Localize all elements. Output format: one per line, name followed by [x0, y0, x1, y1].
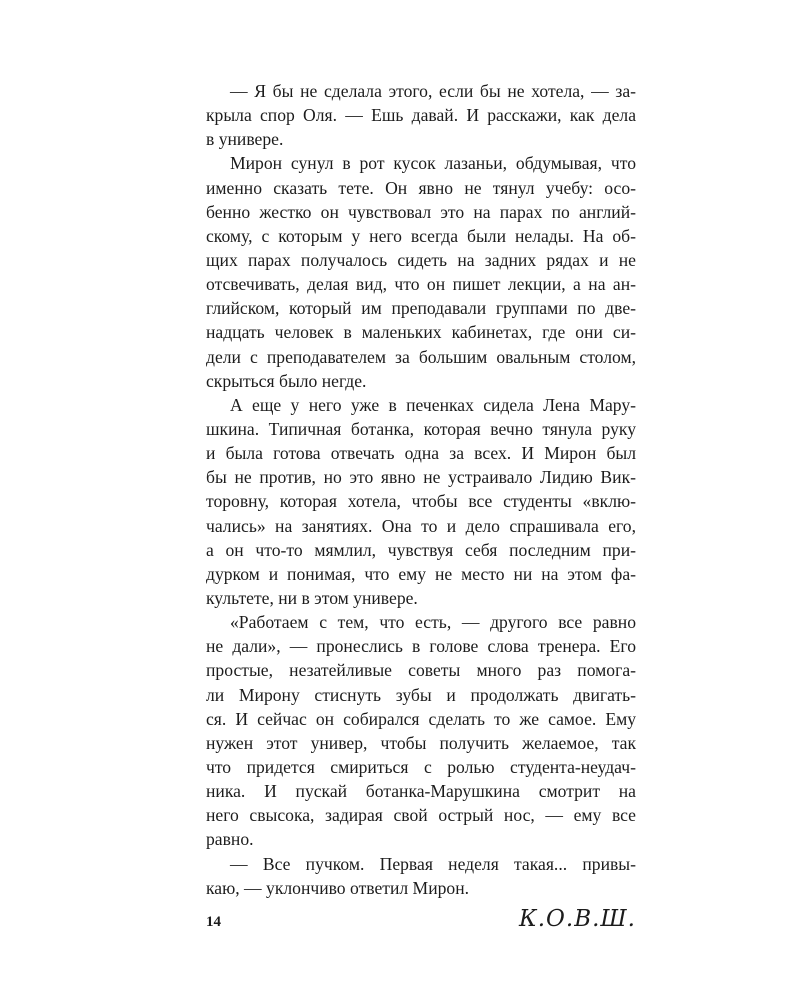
text-line: именно сказать тете. Он явно не тянул учебу: осо-: [206, 177, 636, 198]
text-line: крыла спор Оля. — Ешь давай. И расскажи, как дела: [206, 105, 636, 126]
text-line: глийском, который им преподавали группами по две-: [206, 298, 636, 319]
text-line: отсвечивать, делая вид, что он пишет лекции, а на ан-: [206, 274, 636, 295]
text-line: бы не против, но это явно не устраивало Лидию Вик-: [206, 467, 636, 488]
running-title: К.О.В.Ш.: [518, 906, 636, 932]
text-line: чались» на занятиях. Она то и дело спрашивала его,: [206, 515, 636, 536]
text-line: каю, — уклончиво ответил Мирон.: [206, 877, 470, 898]
text-line: — Все пучком. Первая неделя такая... привы-: [230, 853, 636, 874]
text-line: Мирон сунул в рот кусок лазаньи, обдумывая, что: [230, 153, 636, 174]
text-line: А еще у него уже в печенках сидела Лена Мару-: [230, 394, 636, 415]
text-line: бенно жестко он чувствовал это на парах по англий-: [206, 201, 636, 222]
text-line: щих парах получалось сидеть на задних рядах и не: [206, 249, 636, 270]
text-line: в универе.: [206, 129, 284, 150]
text-line: шкина. Типичная ботанка, которая вечно тянула руку: [206, 418, 636, 439]
text-line: а он что-то мямлил, чувствуя себя последним при-: [206, 539, 636, 560]
text-line: надцать человек в маленьких кабинетах, где они си-: [206, 322, 636, 343]
page-number: 14: [206, 914, 221, 930]
text-line: скрыться было негде.: [206, 370, 367, 391]
text-line: и была готова отвечать одна за всех. И Мирон был: [206, 443, 636, 464]
text-line: не дали», — пронеслись в голове слова тренера. Его: [206, 636, 636, 657]
text-line: ся. И сейчас он собирался сделать то же самое. Ему: [206, 708, 636, 729]
body-text: [206, 79, 636, 900]
text-line: дели с преподавателем за большим овальным столом,: [206, 346, 636, 367]
text-line: равно.: [206, 829, 254, 850]
text-line: него свысока, задирая свой острый нос, — ему все: [206, 805, 636, 826]
text-line: простые, незатейливые советы много раз помога-: [206, 660, 636, 681]
text-line: нужен этот универ, чтобы получить желаемое, так: [206, 732, 636, 753]
text-line: что придется смириться с ролью студента-неудач-: [206, 756, 636, 777]
text-line: скому, с которым у него всегда были нелады. На об-: [206, 225, 636, 246]
text-line: культете, ни в этом универе.: [206, 587, 418, 608]
text-line: ли Мирону стиснуть зубы и продолжать двигать-: [206, 684, 636, 705]
text-line: — Я бы не сделала этого, если бы не хотела, — за-: [230, 81, 636, 101]
text-line: торовну, которая хотела, чтобы все студенты «вклю-: [206, 491, 636, 512]
text-line: дурком и понимая, что ему не место ни на этом фа-: [206, 563, 636, 584]
text-line: «Работаем с тем, что есть, — другого все равно: [230, 612, 636, 633]
text-line: ника. И пускай ботанка-Марушкина смотрит на: [206, 781, 636, 802]
